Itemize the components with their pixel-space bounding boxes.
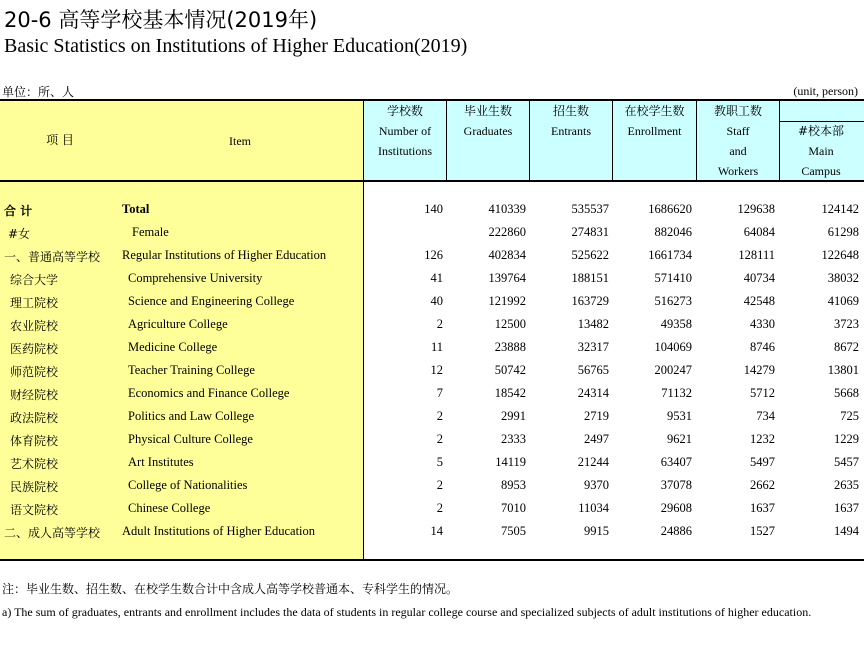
row-value: 29608: [660, 501, 692, 515]
header-main-campus-en: Campus: [801, 164, 841, 178]
row-value: 40: [430, 294, 443, 308]
row-value: 13482: [577, 317, 609, 331]
row-label-en: College of Nationalities: [128, 478, 248, 492]
row-value: 1686620: [648, 202, 692, 216]
row-value: 49358: [660, 317, 692, 331]
row-label-en: Physical Culture College: [128, 432, 253, 446]
row-label-cn: 综合大学: [10, 273, 59, 287]
row-value: 14279: [743, 363, 775, 377]
row-value: 5: [436, 455, 443, 469]
row-value: 5497: [750, 455, 775, 469]
header-staff: [697, 101, 779, 181]
row-value: 200247: [654, 363, 692, 377]
header-institutions-en: Institutions: [377, 144, 432, 158]
row-value: 2: [436, 317, 443, 331]
header-institutions-en: Number of: [378, 124, 432, 138]
header-graduates-en: Graduates: [463, 124, 513, 138]
row-value: 2635: [834, 478, 859, 492]
row-value: 14: [430, 524, 443, 538]
table-row: [0, 498, 864, 521]
row-value: 50742: [494, 363, 526, 377]
row-label-cn: 农业院校: [10, 319, 59, 333]
row-value: 63407: [660, 455, 692, 469]
row-value: 9621: [667, 432, 692, 446]
header-staff-en: Workers: [717, 164, 759, 178]
header-entrants: [530, 101, 612, 141]
header-staff-cn: 教职工数: [713, 104, 762, 118]
table-row: [0, 337, 864, 360]
row-value: 222860: [488, 225, 526, 239]
row-value: 163729: [571, 294, 609, 308]
table-row: [0, 360, 864, 383]
row-value: 23888: [494, 340, 526, 354]
row-value: 14119: [495, 455, 526, 469]
row-label-en: Regular Institutions of Higher Education: [122, 248, 327, 262]
table-row: [0, 406, 864, 429]
row-value: 3723: [834, 317, 859, 331]
row-value: 571410: [654, 271, 692, 285]
header-enrollment-cn: 在校学生数: [624, 104, 685, 118]
row-value: 122648: [821, 248, 859, 262]
table-row: [0, 475, 864, 498]
row-value: 140: [424, 202, 443, 216]
row-label-cn: 语文院校: [10, 503, 59, 517]
row-value: 38032: [827, 271, 859, 285]
table-row: [0, 314, 864, 337]
table-row: [0, 383, 864, 406]
table-row: [0, 429, 864, 452]
row-value: 71132: [661, 386, 692, 400]
table-row: [0, 521, 864, 544]
table-row: [0, 291, 864, 314]
footnote-en: a) The sum of graduates, entrants and enrollment includes the data of students in regular college course and specialized subjects of adult institutions of higher education.: [2, 605, 812, 619]
row-label-en: Politics and Law College: [128, 409, 255, 423]
row-value: 188151: [571, 271, 609, 285]
row-value: 129638: [737, 202, 775, 216]
row-value: 5712: [750, 386, 775, 400]
row-label-cn: 合 计: [4, 204, 33, 218]
row-label-cn: 二、成人高等学校: [4, 526, 101, 540]
row-label-en: Medicine College: [128, 340, 218, 354]
row-value: 9531: [667, 409, 692, 423]
row-value: 525622: [571, 248, 609, 262]
row-label-cn: 师范院校: [10, 365, 59, 379]
header-main-campus-cn: #校本部: [797, 124, 845, 138]
row-value: 8746: [750, 340, 775, 354]
row-label-en: Economics and Finance College: [128, 386, 290, 400]
table-row: [0, 245, 864, 268]
row-value: 2333: [501, 432, 526, 446]
row-value: 516273: [654, 294, 692, 308]
row-label-en: Art Institutes: [128, 455, 194, 469]
row-value: 42548: [743, 294, 775, 308]
row-value: 124142: [821, 202, 859, 216]
header-institutions: [364, 101, 446, 161]
header-main-campus-en: Main: [808, 144, 834, 158]
row-value: 41: [430, 271, 443, 285]
row-value: 1232: [750, 432, 775, 446]
row-value: 1637: [834, 501, 859, 515]
row-label-en: Comprehensive University: [128, 271, 263, 285]
row-value: 4330: [750, 317, 775, 331]
row-value: 56765: [577, 363, 609, 377]
row-label-en: Teacher Training College: [128, 363, 255, 377]
row-value: 1494: [834, 524, 859, 538]
row-value: 64084: [743, 225, 775, 239]
header-entrants-cn: 招生数: [552, 104, 589, 118]
row-value: 2: [436, 478, 443, 492]
row-value: 8672: [834, 340, 859, 354]
row-value: 274831: [571, 225, 609, 239]
footnote-cn: 注：毕业生数、招生数、在校学生数合计中含成人高等学校普通本、专科学生的情况。: [2, 582, 459, 596]
row-label-en: Chinese College: [128, 501, 211, 515]
row-label-cn: 民族院校: [10, 480, 59, 494]
row-value: 1229: [834, 432, 859, 446]
row-value: 2: [436, 409, 443, 423]
table-row: [0, 199, 864, 222]
row-label-en: Female: [132, 225, 169, 239]
row-value: 2: [436, 501, 443, 515]
row-value: 12500: [494, 317, 526, 331]
row-value: 12: [430, 363, 443, 377]
row-value: 104069: [654, 340, 692, 354]
header-staff-en: Staff: [726, 124, 750, 138]
row-value: 32317: [577, 340, 609, 354]
header-item-en: Item: [229, 134, 251, 148]
row-value: 121992: [488, 294, 526, 308]
row-label-cn: 体育院校: [10, 434, 59, 448]
row-value: 9915: [584, 524, 609, 538]
row-value: 37078: [660, 478, 692, 492]
row-label-cn: #女: [8, 227, 31, 241]
row-value: 2497: [584, 432, 609, 446]
row-label-cn: 理工院校: [10, 296, 59, 310]
row-label-en: Adult Institutions of Higher Education: [122, 524, 316, 538]
row-value: 734: [756, 409, 775, 423]
row-value: 7010: [501, 501, 526, 515]
row-label-en: Total: [122, 202, 150, 216]
row-value: 725: [840, 409, 859, 423]
row-value: 126: [424, 248, 443, 262]
page-title-cn: 20-6 高等学校基本情况(2019年): [4, 8, 318, 32]
unit-label-en: (unit, person): [793, 84, 858, 98]
header-staff-en: and: [729, 144, 747, 158]
row-label-cn: 财经院校: [10, 388, 59, 402]
row-label-en: Agriculture College: [128, 317, 228, 331]
row-value: 7: [436, 386, 443, 400]
row-value: 535537: [571, 202, 609, 216]
header-item-cn: 项 目: [46, 133, 74, 147]
row-label-cn: 一、普通高等学校: [4, 250, 101, 264]
table-bottom-rule: [0, 559, 864, 561]
row-value: 18542: [494, 386, 526, 400]
row-value: 8953: [501, 478, 526, 492]
row-value: 5457: [834, 455, 859, 469]
row-value: 24886: [660, 524, 692, 538]
row-value: 41069: [827, 294, 859, 308]
row-label-en: Science and Engineering College: [128, 294, 295, 308]
row-value: 21244: [577, 455, 609, 469]
row-value: 1661734: [648, 248, 692, 262]
row-value: 11034: [578, 501, 609, 515]
table-row: [0, 452, 864, 475]
header-enrollment-en: Enrollment: [627, 124, 682, 138]
row-value: 139764: [488, 271, 526, 285]
row-value: 402834: [488, 248, 526, 262]
row-value: 410339: [488, 202, 526, 216]
row-value: 13801: [827, 363, 859, 377]
row-value: 2: [436, 432, 443, 446]
header-graduates-cn: 毕业生数: [463, 104, 512, 118]
row-value: 2991: [501, 409, 526, 423]
row-value: 128111: [738, 248, 775, 262]
unit-label-cn: 单位：所、人: [2, 85, 75, 99]
row-value: 9370: [584, 478, 609, 492]
row-value: 882046: [654, 225, 692, 239]
header-institutions-cn: 学校数: [386, 104, 423, 118]
page-title-en: Basic Statistics on Institutions of Higher Education(2019): [4, 35, 468, 57]
table-row: [0, 222, 864, 245]
header-enrollment: [613, 101, 696, 141]
row-value: 2662: [750, 478, 775, 492]
row-value: 1637: [750, 501, 775, 515]
row-label-cn: 医药院校: [10, 342, 59, 356]
header-graduates: [447, 101, 529, 141]
table-row: [0, 268, 864, 291]
row-label-cn: 艺术院校: [10, 457, 59, 471]
row-value: 7505: [501, 524, 526, 538]
row-value: 11: [430, 340, 443, 354]
row-label-cn: 政法院校: [10, 411, 59, 425]
row-value: 40734: [743, 271, 775, 285]
row-value: 5668: [834, 386, 859, 400]
row-value: 2719: [584, 409, 609, 423]
header-entrants-en: Entrants: [551, 124, 591, 138]
header-main-campus: [780, 121, 862, 181]
row-value: 61298: [827, 225, 859, 239]
row-value: 1527: [750, 524, 775, 538]
row-value: 24314: [577, 386, 609, 400]
